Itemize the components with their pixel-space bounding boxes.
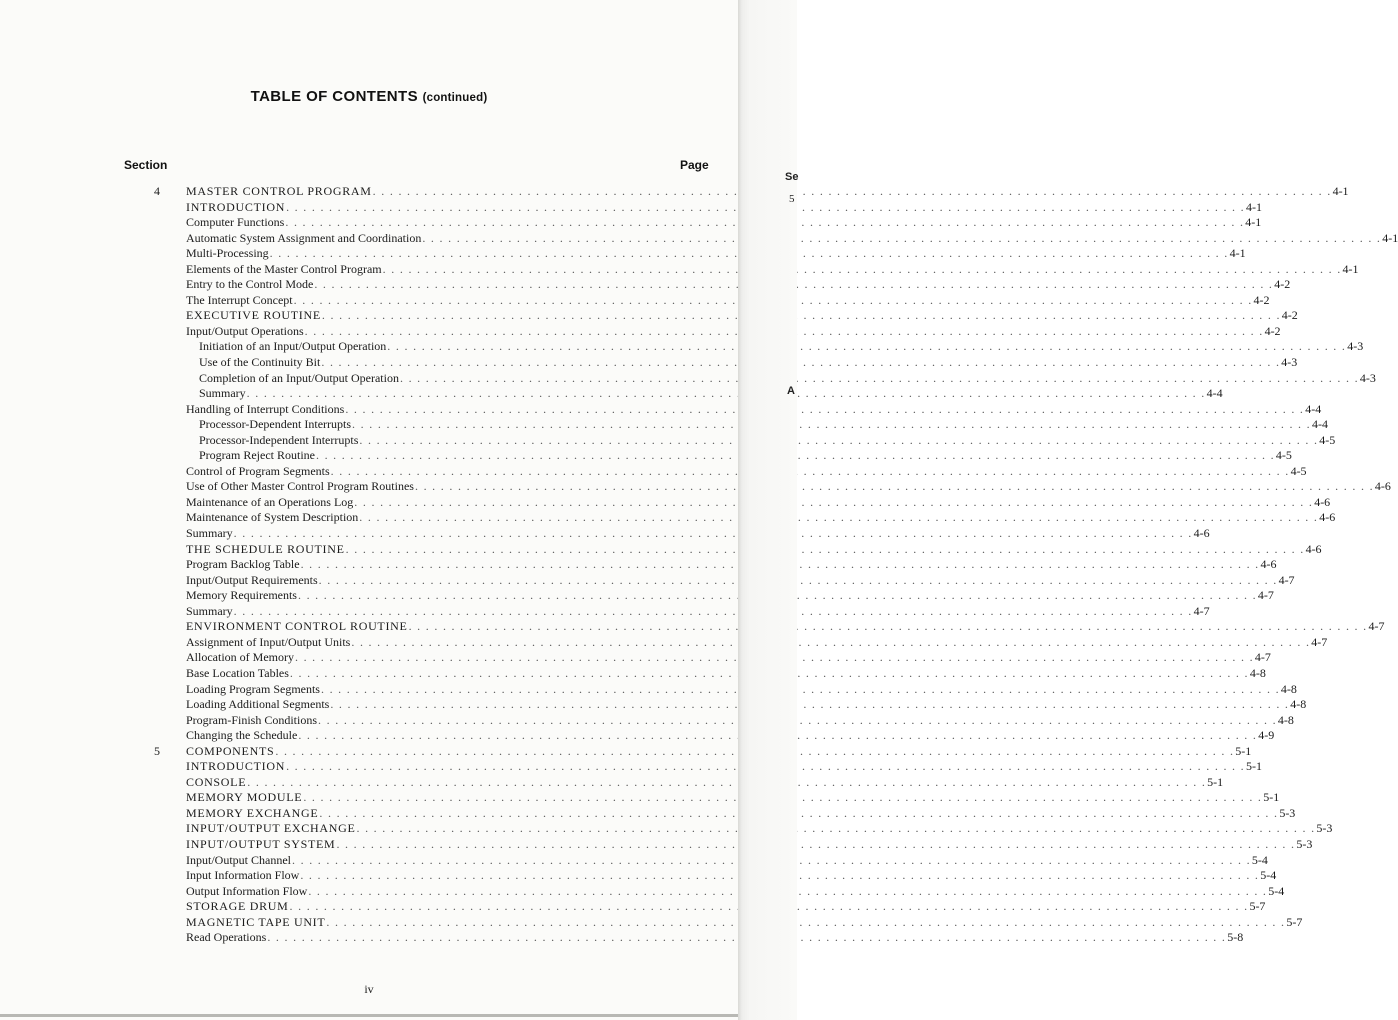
page-column-header: Page — [680, 158, 709, 172]
toc-entry-title: Maintenance of System Description — [186, 510, 359, 525]
toc-row — [0, 883, 1285, 900]
toc-entry-title: Memory Requirements — [186, 588, 297, 603]
toc-page-number: 4-7 — [1368, 619, 1385, 634]
toc-entry-title: INTRODUCTION — [186, 759, 286, 774]
toc-entry — [199, 386, 1223, 401]
toc-row — [0, 199, 1262, 216]
toc-row — [0, 448, 1292, 464]
toc-page-number: 4-6 — [1305, 541, 1322, 556]
toc-row — [0, 603, 1210, 620]
dot-leader — [330, 697, 1289, 712]
toc-entry-title: Input Information Flow — [186, 868, 300, 883]
toc-entry — [186, 463, 1307, 479]
dot-leader — [247, 386, 1206, 401]
toc-page-number: 4-3 — [1281, 355, 1298, 370]
toc-entry — [186, 681, 1297, 697]
toc-page-number: 5-1 — [1207, 774, 1224, 789]
toc-entry-title: CONSOLE — [186, 774, 247, 789]
toc-entry-title: Summary — [199, 386, 246, 401]
toc-entry-title: Handling of Interrupt Conditions — [186, 401, 345, 416]
toc-entry — [186, 759, 1262, 774]
toc-row — [0, 261, 1359, 278]
toc-row — [0, 868, 1277, 884]
toc-page-number: 4-2 — [1264, 323, 1281, 338]
dot-leader — [351, 635, 1310, 650]
dot-leader — [326, 915, 1285, 930]
toc-page-number: 4-4 — [1311, 417, 1328, 432]
dot-leader — [319, 806, 1278, 821]
toc-entry-title: Program Backlog Table — [186, 557, 300, 572]
toc-page-number: 4-6 — [1314, 494, 1331, 509]
toc-page-number: 5-8 — [1227, 930, 1244, 945]
toc-entry — [186, 805, 1296, 821]
toc-page-number: 4-1 — [1245, 215, 1262, 230]
toc-entry — [186, 774, 1224, 790]
toc-row — [0, 930, 1244, 946]
toc-entry — [186, 634, 1328, 650]
toc-page-number: 4-7 — [1254, 650, 1271, 665]
toc-row — [0, 230, 1398, 247]
toc-page-number: 4-1 — [1332, 184, 1349, 198]
toc-entry — [186, 261, 1359, 277]
toc-row — [0, 355, 1298, 371]
toc-page-number: 4-1 — [1245, 199, 1262, 214]
toc-entry — [186, 619, 1385, 634]
toc-row — [0, 479, 1391, 495]
toc-page-number: 4-5 — [1275, 448, 1292, 463]
toc-row — [0, 463, 1307, 480]
toc-page-number: 4-3 — [1359, 370, 1376, 385]
toc-entry-title: INTRODUCTION — [186, 199, 286, 214]
toc-page-number: 4-6 — [1193, 526, 1210, 541]
toc-entry-title: Control of Program Segments — [186, 463, 330, 478]
toc-entry-title: Summary — [186, 526, 233, 541]
dot-leader — [354, 495, 1313, 510]
toc-entry — [186, 230, 1398, 246]
adjacent-page-edge — [738, 0, 797, 1020]
dot-leader — [345, 402, 1304, 417]
toc-entry-title: Output Information Flow — [186, 883, 308, 898]
toc-row — [0, 619, 1385, 635]
toc-entry — [186, 665, 1266, 681]
adjacent-page-text: 5 — [789, 193, 795, 205]
toc-row — [0, 386, 1223, 402]
toc-page-number: 5-4 — [1268, 883, 1285, 898]
toc-entry — [186, 697, 1307, 712]
toc-entry-title: Program Reject Routine — [199, 448, 315, 463]
toc-page-number: 4-1 — [1229, 246, 1246, 261]
toc-page-number: 4-1 — [1382, 230, 1398, 245]
toc-entry-title: Elements of the Master Control Program — [186, 261, 382, 276]
toc-row — [0, 526, 1210, 542]
toc-page-number: 4-8 — [1277, 712, 1294, 727]
toc-page-number: 4-5 — [1290, 463, 1307, 478]
toc-entry-title: Input/Output Requirements — [186, 572, 318, 587]
toc-entry — [199, 448, 1292, 463]
toc-entry — [186, 603, 1210, 619]
toc-entry — [186, 323, 1281, 339]
toc-entry-title: Maintenance of an Operations Log — [186, 494, 354, 509]
toc-row — [0, 246, 1246, 262]
toc-row — [0, 510, 1336, 526]
toc-page-number: 4-8 — [1280, 681, 1297, 696]
toc-page-number: 5-4 — [1251, 852, 1268, 867]
dot-leader — [422, 231, 1381, 246]
toc-row — [0, 588, 1274, 604]
toc-entry — [186, 510, 1336, 525]
toc-entry — [186, 790, 1280, 805]
toc-row — [0, 650, 1271, 666]
toc-entry — [186, 541, 1322, 557]
dot-leader — [321, 355, 1280, 370]
toc-entry — [186, 572, 1295, 588]
toc-entry-title: Loading Program Segments — [186, 681, 320, 696]
toc-page-number: 4-7 — [1278, 572, 1295, 587]
dot-leader — [234, 604, 1193, 619]
toc-page-number: 5-1 — [1235, 743, 1252, 758]
toc-row — [0, 215, 1262, 231]
toc-entry-title: Automatic System Assignment and Coordination — [186, 230, 422, 245]
toc-entry-title: Assignment of Input/Output Units — [186, 634, 351, 649]
dot-leader — [346, 542, 1305, 557]
dot-leader — [322, 308, 1281, 323]
toc-entry-title: Entry to the Control Mode — [186, 277, 314, 292]
toc-entry — [199, 417, 1328, 432]
dot-leader — [387, 339, 1346, 354]
toc-entry-title: The Interrupt Concept — [186, 292, 293, 307]
toc-row — [0, 541, 1322, 558]
toc-entry-title: Allocation of Memory — [186, 650, 294, 665]
toc-row — [0, 728, 1275, 744]
toc-page-number: 4-4 — [1305, 401, 1322, 416]
toc-entry-title: THE SCHEDULE ROUTINE — [186, 541, 345, 556]
toc-entry — [186, 899, 1266, 914]
toc-page-number: 4-2 — [1281, 308, 1298, 323]
toc-entry-title: STORAGE DRUM — [186, 899, 289, 914]
dot-leader — [352, 417, 1311, 432]
dot-leader — [247, 775, 1206, 790]
toc-page-number: 5-1 — [1263, 790, 1280, 805]
toc-entry — [186, 743, 1252, 759]
toc-entry — [186, 215, 1262, 230]
dot-leader — [415, 479, 1374, 494]
toc-entry — [186, 821, 1333, 836]
toc-page-number: 4-2 — [1274, 277, 1291, 292]
toc-entry — [186, 914, 1303, 930]
toc-entry — [186, 883, 1285, 899]
toc-row — [0, 432, 1336, 449]
dot-leader — [336, 837, 1295, 852]
toc-row — [0, 836, 1313, 853]
toc-entry-title: INPUT/OUTPUT EXCHANGE — [186, 821, 356, 836]
toc-entry — [186, 494, 1331, 510]
toc-entry-title: Read Operations — [186, 930, 267, 945]
dot-leader — [331, 464, 1290, 479]
toc-page-number: 4-7 — [1193, 603, 1210, 618]
toc-page-number: 5-3 — [1279, 805, 1296, 820]
toc-entry-title: Processor-Dependent Interrupts — [199, 417, 352, 432]
dot-leader — [319, 573, 1278, 588]
toc-page-number: 5-7 — [1286, 914, 1303, 929]
toc-page-number: 4-6 — [1260, 557, 1277, 572]
toc-entry-title: Input/Output Operations — [186, 323, 304, 338]
toc-row — [0, 634, 1328, 651]
toc-entry-title: Computer Functions — [186, 215, 285, 230]
toc-entry-title: Processor-Independent Interrupts — [199, 432, 359, 447]
toc-page-number: 4-1 — [1342, 261, 1359, 276]
toc-page-number: 4-6 — [1319, 510, 1336, 525]
title-sub: (continued) — [422, 92, 488, 104]
toc-entry — [186, 199, 1262, 215]
title-main: TABLE OF CONTENTS — [250, 88, 418, 105]
toc-entry — [186, 308, 1298, 323]
dot-leader — [409, 619, 1368, 634]
toc-entry-title: Multi-Processing — [186, 246, 269, 261]
toc-row — [0, 665, 1266, 682]
toc-row — [0, 821, 1333, 837]
toc-entry — [186, 184, 1349, 199]
toc-row — [0, 759, 1262, 775]
dot-leader — [318, 713, 1277, 728]
toc-page-number: 4-5 — [1319, 432, 1336, 447]
dot-leader — [234, 526, 1193, 541]
toc-entry-title: ENVIRONMENT CONTROL ROUTINE — [186, 619, 408, 634]
toc-entry-title: EXECUTIVE ROUTINE — [186, 308, 321, 323]
toc-row — [0, 697, 1307, 713]
dot-leader — [356, 821, 1315, 836]
toc-page-number: 5-3 — [1296, 836, 1313, 851]
toc-row — [0, 184, 1349, 200]
dot-leader — [400, 371, 1359, 386]
page-bottom-edge — [0, 1014, 738, 1017]
toc-entry-title: MAGNETIC TAPE UNIT — [186, 914, 326, 929]
toc-entry — [186, 526, 1210, 541]
toc-row — [0, 899, 1266, 915]
toc-entry — [186, 930, 1244, 945]
toc-entry-title: INPUT/OUTPUT SYSTEM — [186, 836, 336, 851]
toc-page-number: 5-1 — [1245, 759, 1262, 774]
toc-page-number: 5-7 — [1249, 899, 1266, 914]
toc-entry-title: MEMORY MODULE — [186, 790, 303, 805]
adjacent-page-text: Se — [785, 171, 799, 183]
toc-row — [0, 914, 1303, 931]
toc-entry — [186, 292, 1270, 308]
toc-page-number: 4-8 — [1290, 697, 1307, 712]
toc-entry-title: MASTER CONTROL PROGRAM — [186, 184, 372, 198]
toc-list — [0, 184, 1398, 946]
toc-page-number: 5-3 — [1316, 821, 1333, 836]
toc-entry-title: COMPONENTS — [186, 743, 275, 758]
toc-entry — [186, 728, 1275, 743]
toc-row — [0, 712, 1294, 729]
toc-page-number: 4-4 — [1206, 386, 1223, 401]
toc-entry-title: Completion of an Input/Output Operation — [199, 370, 399, 385]
toc-entry-title: Base Location Tables — [186, 665, 289, 680]
toc-page-number: 4-8 — [1249, 665, 1266, 680]
toc-row — [0, 805, 1296, 822]
toc-page-number: 4-6 — [1374, 479, 1391, 494]
toc-row — [0, 292, 1270, 309]
toc-entry — [186, 712, 1294, 728]
toc-row — [0, 323, 1281, 340]
toc-entry-title: Use of the Continuity Bit — [199, 355, 321, 370]
page-folio: iv — [364, 982, 374, 996]
toc-entry — [199, 355, 1298, 370]
toc-page-number: 4-7 — [1311, 634, 1328, 649]
toc-row — [0, 790, 1280, 806]
toc-entry — [186, 650, 1271, 665]
section-column-header: Section — [124, 158, 168, 172]
toc-row — [0, 401, 1322, 418]
toc-entry — [199, 370, 1376, 386]
dot-leader — [321, 682, 1280, 697]
dot-leader — [373, 184, 1332, 199]
toc-row — [0, 339, 1364, 355]
page-title — [0, 88, 738, 105]
toc-page-number: 4-3 — [1347, 339, 1364, 354]
dot-leader — [359, 433, 1318, 448]
toc-entry — [186, 868, 1277, 883]
toc-entry-title: Program-Finish Conditions — [186, 712, 318, 727]
toc-row — [0, 308, 1298, 324]
toc-entry-title: Summary — [186, 603, 233, 618]
toc-entry — [186, 852, 1268, 868]
toc-row — [0, 774, 1224, 791]
dot-leader — [383, 262, 1342, 277]
toc-row — [0, 557, 1277, 573]
toc-row — [0, 572, 1295, 589]
adjacent-page-text: A — [787, 385, 795, 397]
section-number: 4 — [154, 184, 160, 198]
toc-row — [0, 743, 1252, 760]
toc-entry-title: Changing the Schedule — [186, 728, 298, 743]
toc-entry-title: Input/Output Channel — [186, 852, 291, 867]
toc-entry — [186, 246, 1246, 261]
section-number: 5 — [154, 743, 160, 758]
toc-row — [0, 417, 1328, 433]
toc-row — [0, 277, 1291, 293]
toc-entry — [199, 339, 1364, 354]
toc-entry — [199, 432, 1336, 448]
toc-entry-title: Use of Other Master Control Program Routines — [186, 479, 414, 494]
toc-entry-title: MEMORY EXCHANGE — [186, 805, 319, 820]
toc-entry — [186, 836, 1313, 852]
toc-row — [0, 852, 1268, 869]
toc-entry-title: Initiation of an Input/Output Operation — [199, 339, 387, 354]
toc-entry — [186, 277, 1291, 292]
toc-entry — [186, 401, 1322, 417]
dot-leader — [359, 510, 1318, 525]
toc-entry — [186, 588, 1274, 603]
toc-page-number: 4-7 — [1257, 588, 1274, 603]
toc-page-number: 4-2 — [1253, 292, 1270, 307]
toc-entry-title: Loading Additional Segments — [186, 697, 330, 712]
toc-page-number: 5-4 — [1260, 868, 1277, 883]
toc-row — [0, 681, 1297, 698]
toc-row — [0, 494, 1331, 511]
toc-page-number: 4-9 — [1258, 728, 1275, 743]
toc-row — [0, 370, 1376, 387]
toc-entry — [186, 479, 1391, 494]
toc-entry — [186, 557, 1277, 572]
